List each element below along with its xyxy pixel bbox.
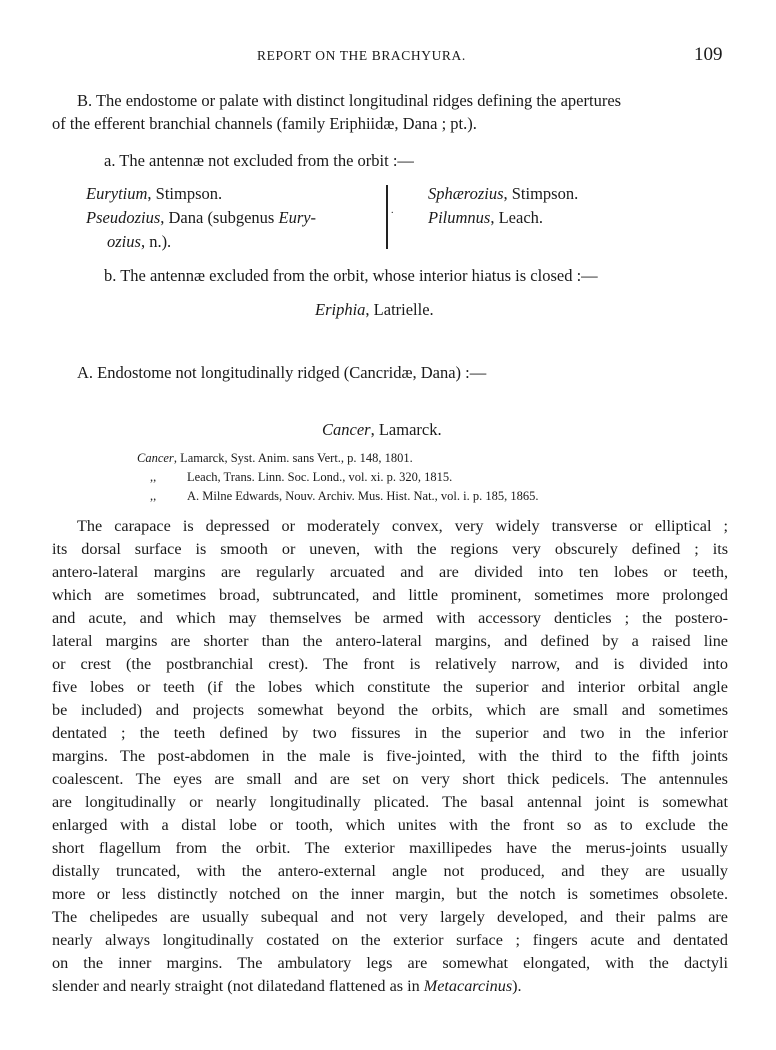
genus-author: , Latrielle.: [365, 300, 434, 319]
genus-author: , Leach.: [490, 208, 544, 227]
paragraph-line: its dorsal surface is smooth or uneven, with the regions very obscurely defined ; its: [52, 540, 728, 558]
reference-text: Leach, Trans. Linn. Soc. Lond., vol. xi. p. 320, 1815.: [187, 470, 453, 484]
paragraph-line: on the inner margins. The ambulatory legs are somewhat elongated, with the dactyli: [52, 954, 728, 972]
paragraph-line: enlarged with a distal lobe or tooth, which unites with the front so as to exclude the: [52, 816, 728, 834]
column-divider: [386, 185, 388, 249]
reference-lead: Cancer: [137, 451, 174, 465]
last-line-end: ).: [512, 977, 522, 995]
paragraph-line: The carapace is depressed or moderately convex, very widely transverse or elliptical ;: [77, 517, 728, 535]
paragraph-line: be included) and projects somewhat beyond the orbits, which are small and sometimes: [52, 701, 728, 719]
genus-name: Cancer: [322, 420, 371, 439]
paragraph-line: lateral margins are shorter than the antero-lateral margins, and defined by a raised line: [52, 632, 728, 650]
running-header-title: REPORT ON THE BRACHYURA.: [257, 48, 466, 63]
genus-entry-eriphia: [315, 299, 434, 321]
genus-name: Eurytium: [86, 184, 148, 203]
paragraph-line: five lobes or teeth (if the lobes which constitute the superior and interior orbital angle: [52, 678, 728, 696]
section-b-line-1: B. The endostome or palate with distinct longitudinal ridges defining the apertures: [77, 91, 622, 110]
ditto-mark: ,,: [150, 489, 157, 503]
genus-entry-ozius: [107, 231, 171, 253]
genus-entry-pilumnus: [428, 207, 543, 229]
paragraph-line: or crest (the postbranchial crest). The front is relatively narrow, and is divided into: [52, 655, 728, 673]
genus-author: , n.).: [140, 232, 172, 251]
paragraph-line: are longitudinally or nearly longitudinally plicated. The basal antennal joint is somewhat: [52, 793, 728, 811]
paragraph-line: margins. The post-abdomen in the male is five-jointed, with the third to the fifth joints: [52, 747, 728, 765]
paragraph-last-line: [52, 975, 728, 998]
paragraph-line: short flagellum from the orbit. The exterior maxillipedes have the merus-joints usually: [52, 839, 728, 857]
page-number: 109: [694, 44, 723, 65]
reference-line: [137, 451, 413, 466]
subgenus-name: Eury-: [278, 208, 317, 227]
subsection-b-heading: b. The antennæ excluded from the orbit, whose interior hiatus is closed :—: [104, 266, 598, 285]
reference-text: A. Milne Edwards, Nouv. Archiv. Mus. Hist. Nat., vol. i. p. 185, 1865.: [187, 489, 539, 503]
last-line-text: slender and nearly straight (not dilatedand flattened as in: [52, 977, 424, 995]
genus-name: Eriphia: [315, 300, 366, 319]
genus-title-cancer: [322, 419, 442, 441]
genus-entry-spaerozius: [428, 183, 578, 205]
genus-name: Metacarcinus: [423, 977, 513, 995]
genus-author: , Stimpson.: [147, 184, 223, 203]
genus-entry-pseudozius: [86, 207, 316, 229]
paragraph-line: coalescent. The eyes are small and are set on very short thick pedicels. The antennules: [52, 770, 728, 788]
reference-line: [150, 470, 156, 485]
subsection-a-heading: a. The antennæ not excluded from the orbit :—: [104, 151, 414, 170]
paragraph-line: antero-lateral margins are regularly arcuated and are divided into ten lobes or teeth,: [52, 563, 728, 581]
divider-dot: .: [391, 205, 394, 216]
genus-author: , Lamarck.: [370, 420, 442, 439]
genus-name: Pilumnus: [428, 208, 491, 227]
paragraph-line: more or less distinctly notched on the inner margin, but the notch is sometimes obsolete.: [52, 885, 728, 903]
paragraph-line: and acute, and which may themselves be armed with accessory denticles ; the postero-: [52, 609, 728, 627]
paragraph-line: nearly always longitudinally costated on the exterior surface ; fingers acute and dentated: [52, 931, 728, 949]
section-a-heading: A. Endostome not longitudinally ridged (Cancridæ, Dana) :—: [77, 363, 487, 382]
reference-text: , Lamarck, Syst. Anim. sans Vert., p. 148, 1801.: [173, 451, 413, 465]
reference-line: [150, 489, 156, 504]
paragraph-line: The chelipedes are usually subequal and not very largely developed, and their palms are: [52, 908, 728, 926]
genus-author: , Dana (subgenus: [160, 208, 279, 227]
paragraph-line: dentated ; the teeth defined by two fissures in the superior and two in the inferior: [52, 724, 728, 742]
genus-name: Sphærozius: [428, 184, 504, 203]
genus-name: Pseudozius: [86, 208, 161, 227]
paragraph-line: distally truncated, with the antero-external angle not produced, and they are usually: [52, 862, 728, 880]
genus-author: , Stimpson.: [503, 184, 579, 203]
paragraph-line: which are sometimes broad, subtruncated, and little prominent, sometimes more prolonged: [52, 586, 728, 604]
section-b-line-2: of the efferent branchial channels (family Eriphiidæ, Dana ; pt.).: [52, 114, 477, 133]
ditto-mark: ,,: [150, 470, 157, 484]
genus-name: ozius: [107, 232, 141, 251]
genus-entry-eurytium: [86, 183, 222, 205]
